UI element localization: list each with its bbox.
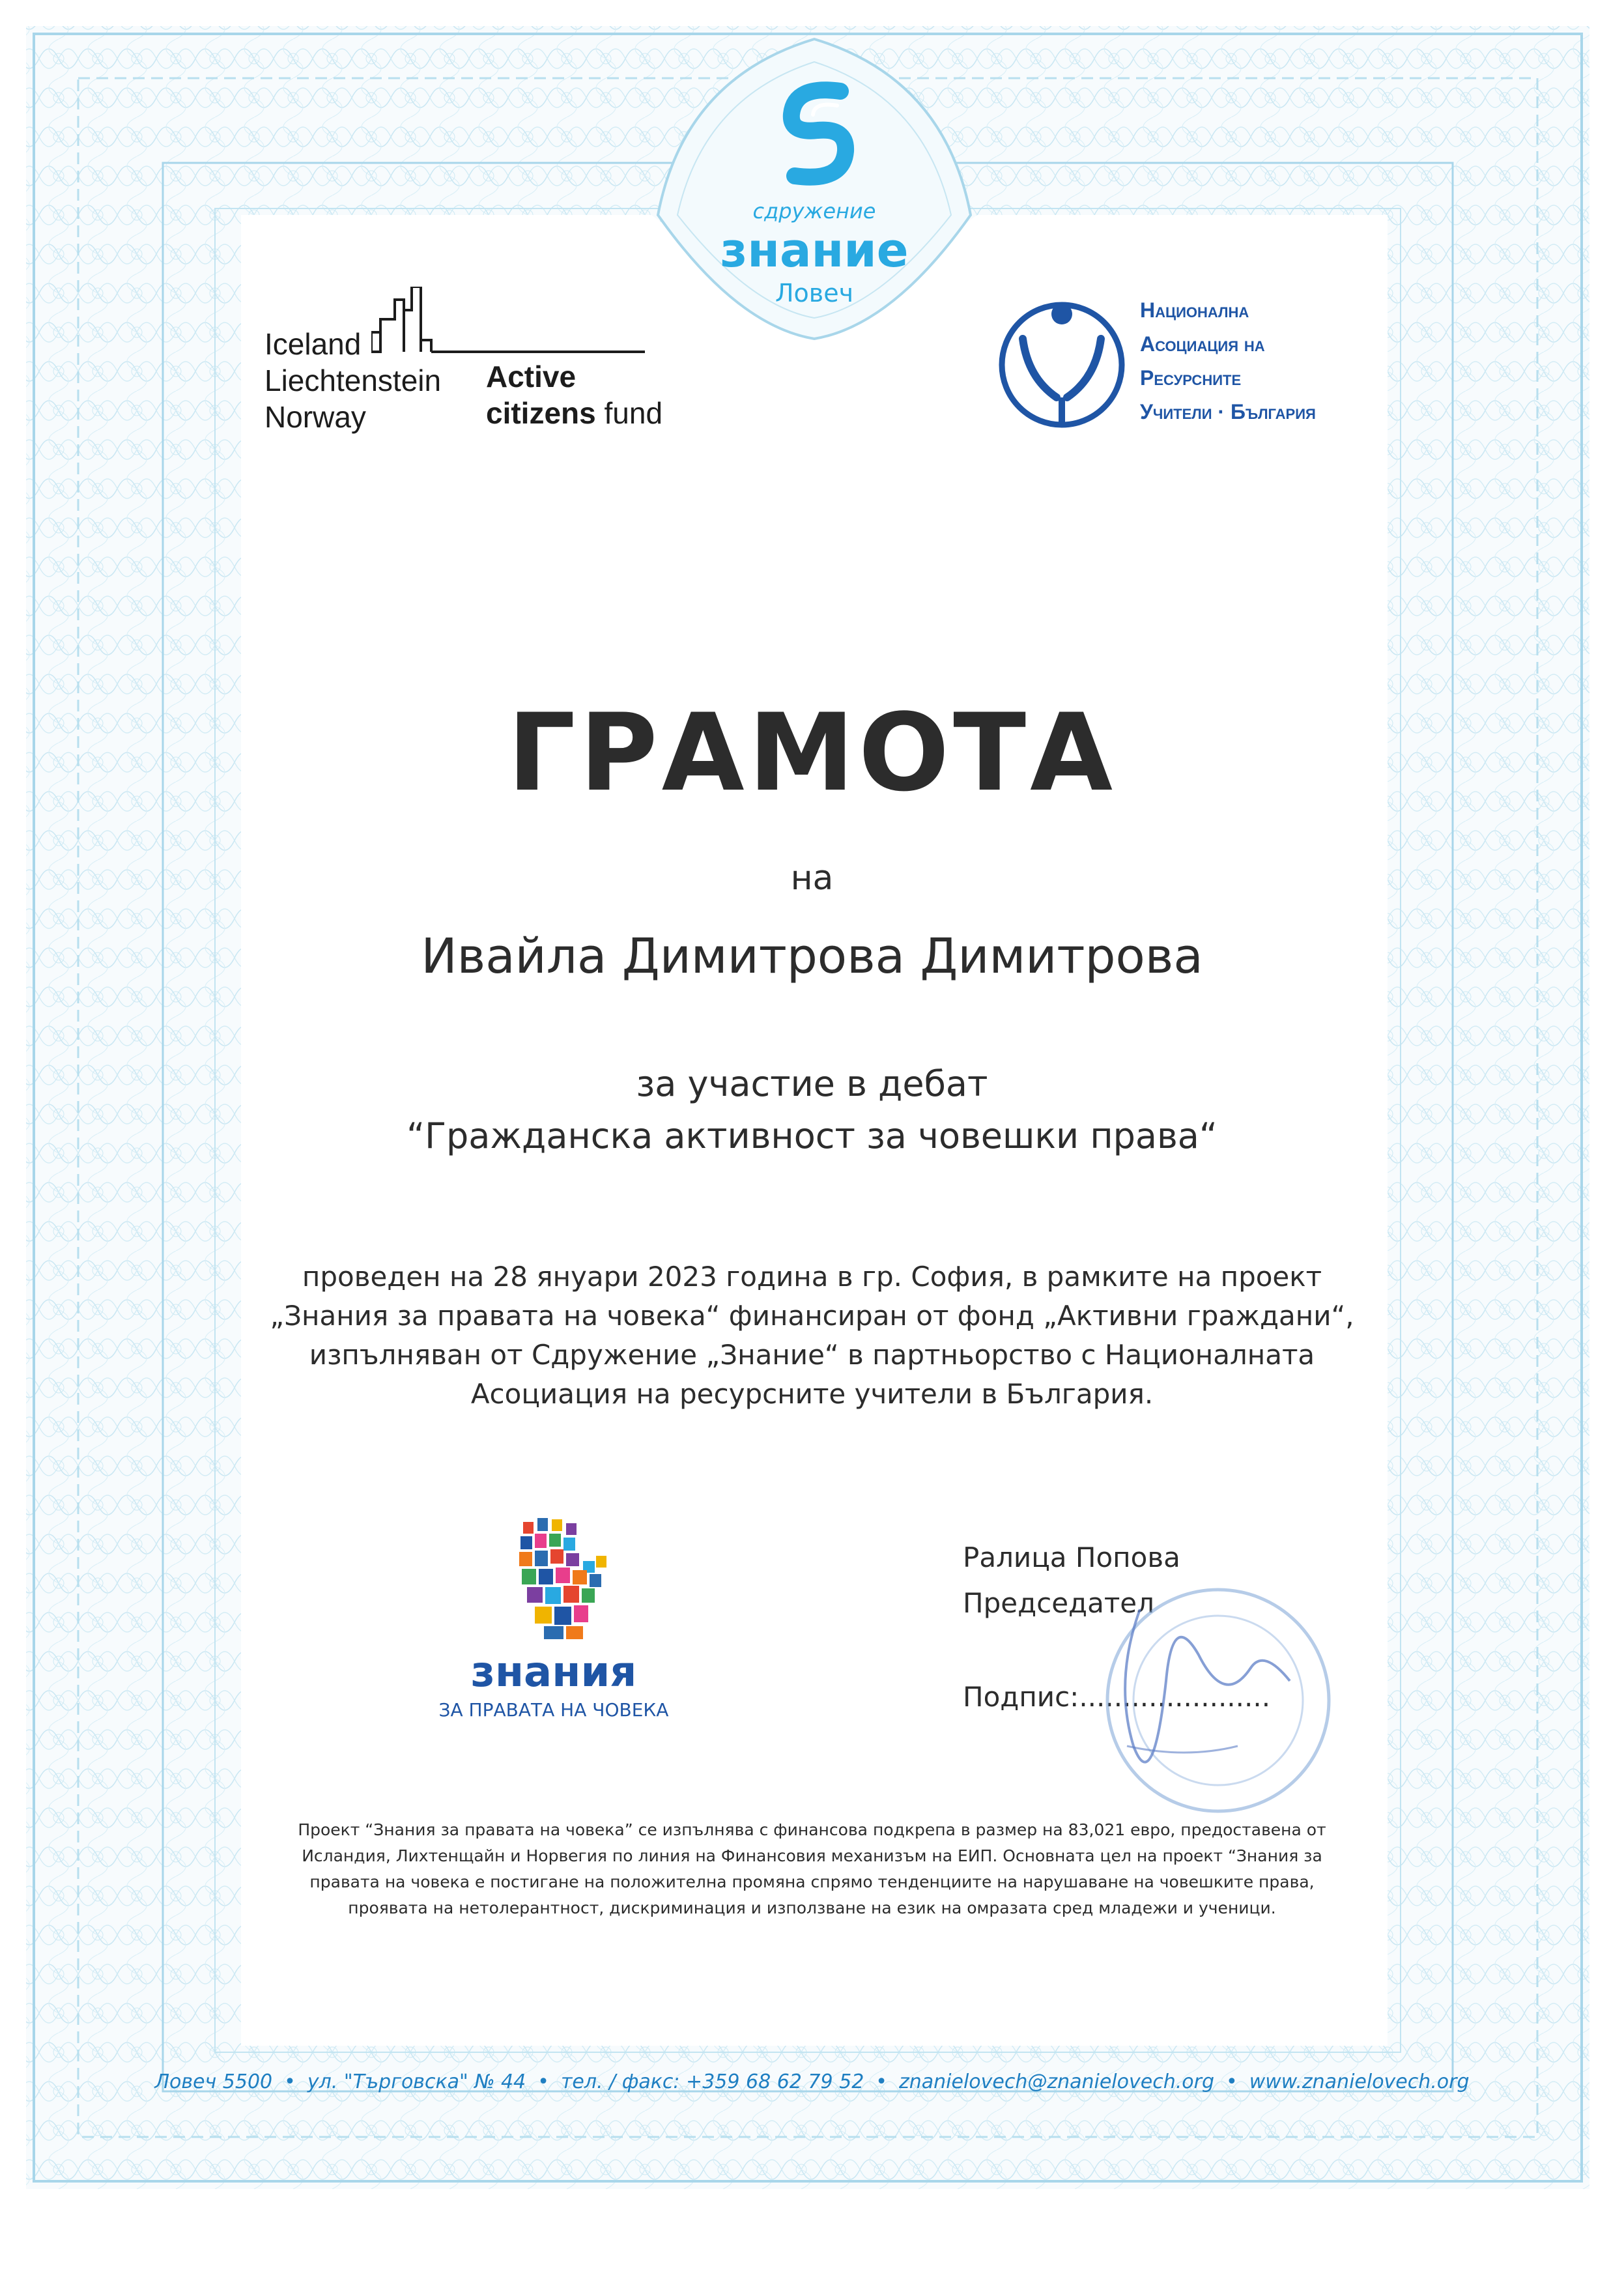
body-line-1: проведен на 28 януари 2023 година в гр. София, в рамките на проект (302, 1261, 1322, 1293)
body-line-2: „Знания за правата на човека“ финансиран от фонд „Активни граждани“, (270, 1300, 1354, 1332)
certificate-preposition: на (790, 859, 834, 898)
narub-emblem-icon (997, 300, 1127, 430)
signature-dots: ...................... (1079, 1681, 1271, 1713)
footnote-line-3: правата на човека е постигане на положителна промяна спрямо тенденциите на нарушаване на човешките права, (309, 1872, 1315, 1891)
acf-brand-fund: fund (595, 396, 663, 430)
narub-line-2: Асоциация на (1140, 332, 1265, 356)
contact-separator: • (876, 2070, 887, 2093)
reason-line-2: “Гражданска активност за човешки права“ (406, 1115, 1218, 1156)
footnote-line-4: проявата на нетолерантност, дискриминация и използване на език на омразата сред младежи и ученици. (348, 1898, 1276, 1917)
narub-line-1: Национална (1140, 298, 1249, 322)
project-logo (404, 1518, 704, 1726)
contact-phone: тел. / факс: +359 68 62 79 52 (560, 2070, 864, 2093)
znanie-line-sdruzhenie: сдружение (752, 199, 876, 223)
acf-brand-active: Active (486, 360, 577, 394)
narub-logo (997, 287, 1388, 437)
znanie-lovech-logo (684, 72, 945, 319)
contact-address: Ловеч 5500 (154, 2070, 273, 2093)
acf-country-liechtenstein: Liechtenstein (264, 364, 442, 397)
body-line-2b: изпълняван от Сдружение „Знание“ в партньорство с Националната (309, 1339, 1315, 1371)
contact-separator: • (284, 2070, 296, 2093)
body-line-3: Асоциация на ресурсните учители в България. (470, 1378, 1154, 1410)
certificate-title: ГРАМОТА (507, 691, 1117, 815)
signature-label: Подпис: (963, 1681, 1079, 1713)
acf-brand-line2 (486, 395, 662, 431)
contacts-bar (0, 2070, 1624, 2093)
contact-separator: • (537, 2070, 549, 2093)
recipient-name: Ивайла Димитрова Димитрова (421, 928, 1203, 984)
signatory-name: Ралица Попова (963, 1541, 1180, 1573)
buildings-icon (371, 287, 645, 358)
acf-brand-citizens: citizens (486, 396, 596, 430)
stamp-and-signature (1068, 1551, 1355, 1824)
acf-country-iceland: Iceland (264, 327, 362, 361)
footnote-line-2: Исландия, Лихтенщайн и Норвегия по линия на Финансовия механизъм на ЕИП. Основната цел на проект “Знания за (302, 1846, 1322, 1865)
contact-website: www.znanielovech.org (1249, 2070, 1470, 2093)
project-logo-line-1: знания (470, 1648, 637, 1697)
mosaic-hand-icon (511, 1518, 616, 1642)
signatory-role: Председател (963, 1587, 1154, 1619)
project-logo-line-2: ЗА ПРАВАТА НА ЧОВЕКА (438, 1699, 669, 1721)
narub-line-4: Учители · България (1140, 400, 1316, 423)
reason-line-1: за участие в дебат (636, 1063, 988, 1104)
swirl-s-icon (756, 78, 873, 195)
narub-line-3: Ресурсните (1140, 366, 1242, 390)
footnote-line-1: Проект “Знания за правата на човека” се изпълнява с финансова подкрепа в размер на 83,021 евро, предоставена от (298, 1820, 1326, 1839)
contact-email: znanielovech@znanielovech.org (899, 2070, 1214, 2093)
active-citizens-fund-logo (261, 280, 664, 443)
znanie-line-znanie: знание (720, 223, 909, 278)
contact-separator: • (1225, 2070, 1238, 2093)
acf-country-norway: Norway (264, 400, 366, 434)
contact-street: ул. "Търговска" № 44 (307, 2070, 526, 2093)
znanie-line-lovech: Ловеч (775, 279, 854, 308)
